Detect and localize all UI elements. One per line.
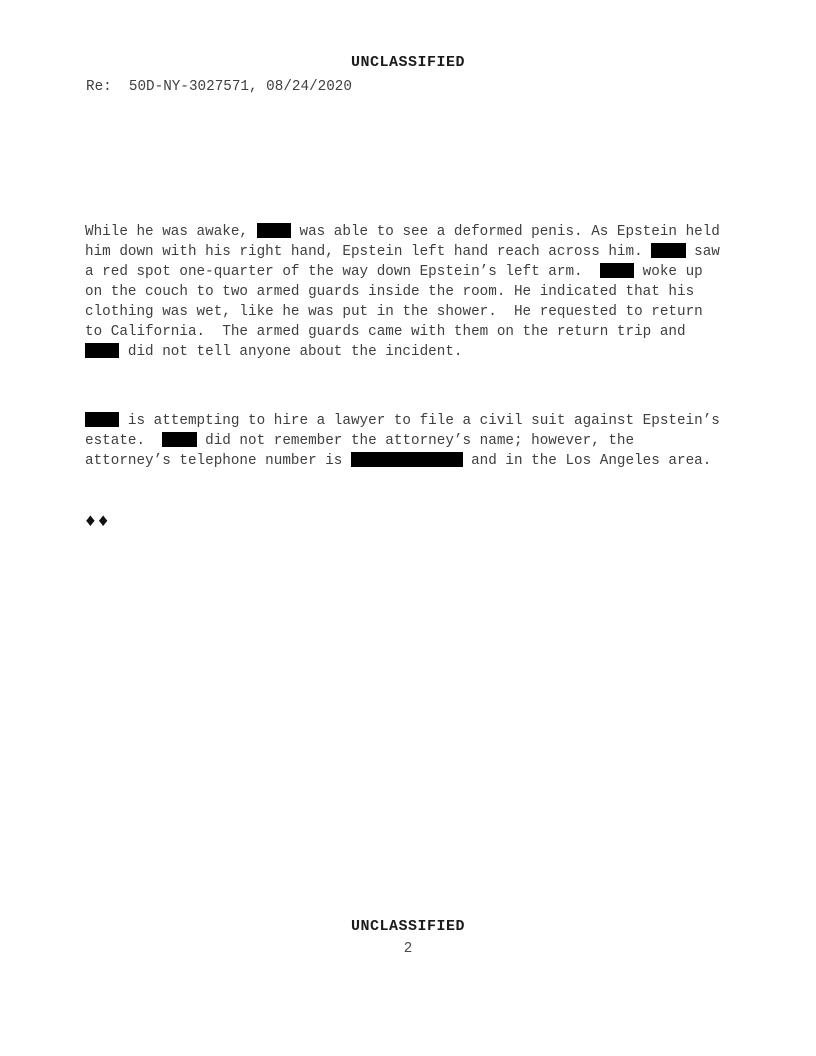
document-line: attorney’s telephone number is and in the Los Angeles area. — [85, 453, 712, 469]
redaction-box — [85, 343, 119, 358]
document-line: While he was awake, was able to see a deformed penis. As Epstein held — [85, 224, 720, 240]
header-classification: UNCLASSIFIED — [350, 54, 466, 71]
document-line: clothing was wet, like he was put in the shower. He requested to return — [85, 304, 703, 320]
redaction-box — [162, 432, 196, 447]
document-line: did not tell anyone about the incident. — [85, 342, 720, 362]
body-paragraph-1 — [85, 222, 720, 362]
end-of-report-marks: ♦♦ — [85, 512, 111, 532]
page-number: 2 — [403, 941, 413, 957]
document-line: estate. did not remember the attorney’s name; however, the — [85, 433, 635, 449]
document-line: on the couch to two armed guards inside the room. He indicated that his — [85, 284, 695, 300]
document-line: a red spot one-quarter of the way down Epstein’s left arm. woke up — [85, 264, 703, 280]
body-paragraph-2 — [85, 411, 720, 471]
redaction-box — [257, 223, 291, 238]
redaction-box — [85, 412, 119, 427]
document-line: him down with his right hand, Epstein left hand reach across him. saw — [85, 244, 720, 260]
document-line: is attempting to hire a lawyer to file a civil suit against Epstein’s — [85, 411, 720, 431]
document-line: to California. The armed guards came with them on the return trip and — [85, 324, 686, 340]
redaction-box — [351, 452, 463, 467]
redaction-box — [600, 263, 634, 278]
redaction-box — [651, 243, 685, 258]
footer-classification: UNCLASSIFIED — [350, 918, 466, 935]
case-reference-line: Re: 50D-NY-3027571, 08/24/2020 — [86, 79, 352, 95]
